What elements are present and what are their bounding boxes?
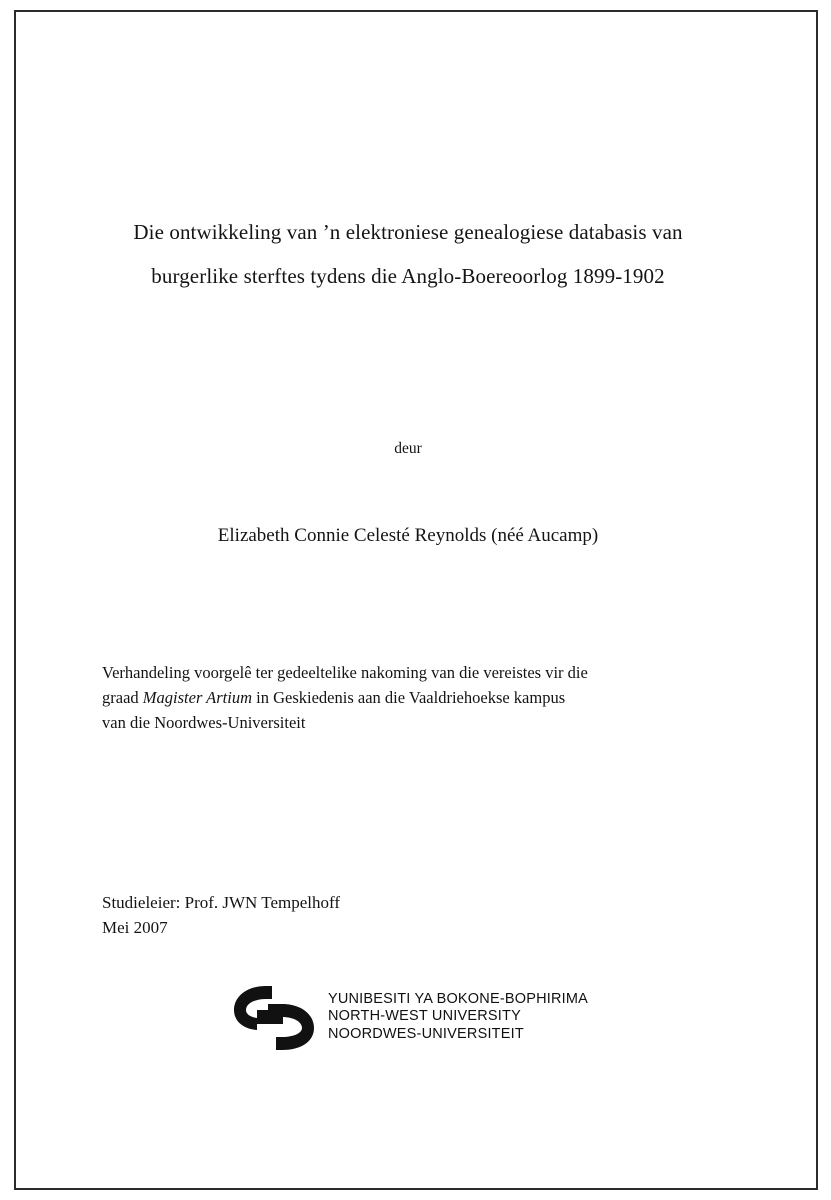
logo-text-line-3: NOORDWES-UNIVERSITEIT — [327, 1025, 524, 1042]
thesis-title — [78, 210, 738, 298]
by-word: deur — [394, 440, 422, 457]
statement-line-2-post: in Geskiedenis aan die Vaaldriehoekse kampus — [252, 688, 566, 707]
submission-date: Mei 2007 — [102, 918, 168, 937]
title-line-1: Die ontwikkeling van ’n elektroniese genealogiese databasis van — [133, 220, 683, 244]
statement-line-2-pre: graad — [102, 688, 143, 707]
page-content — [78, 60, 738, 1140]
statement-line-3: van die Noordwes-Universiteit — [102, 713, 306, 732]
statement-line-1: Verhandeling voorgelê ter gedeeltelike nakoming van die vereistes vir die — [102, 663, 588, 682]
nwu-logo-icon — [228, 980, 320, 1054]
logo-text-line-1: YUNIBESITI YA BOKONE-BOPHIRIMA — [327, 990, 589, 1007]
degree-name: Magister Artium — [142, 688, 253, 707]
degree-statement — [102, 660, 714, 735]
logo-text-block — [328, 991, 588, 1044]
supervisor-block — [102, 890, 714, 940]
logo-text-line-2: NORTH-WEST UNIVERSITY — [327, 1008, 521, 1025]
statement-line-2 — [102, 685, 714, 710]
university-logo — [78, 980, 738, 1054]
supervisor-name: Studieleier: Prof. JWN Tempelhoff — [102, 893, 341, 912]
title-line-2: burgerlike sterftes tydens die Anglo-Boereoorlog 1899-1902 — [151, 264, 665, 288]
author-name: Elizabeth Connie Celesté Reynolds (néé Aucamp) — [217, 525, 599, 546]
